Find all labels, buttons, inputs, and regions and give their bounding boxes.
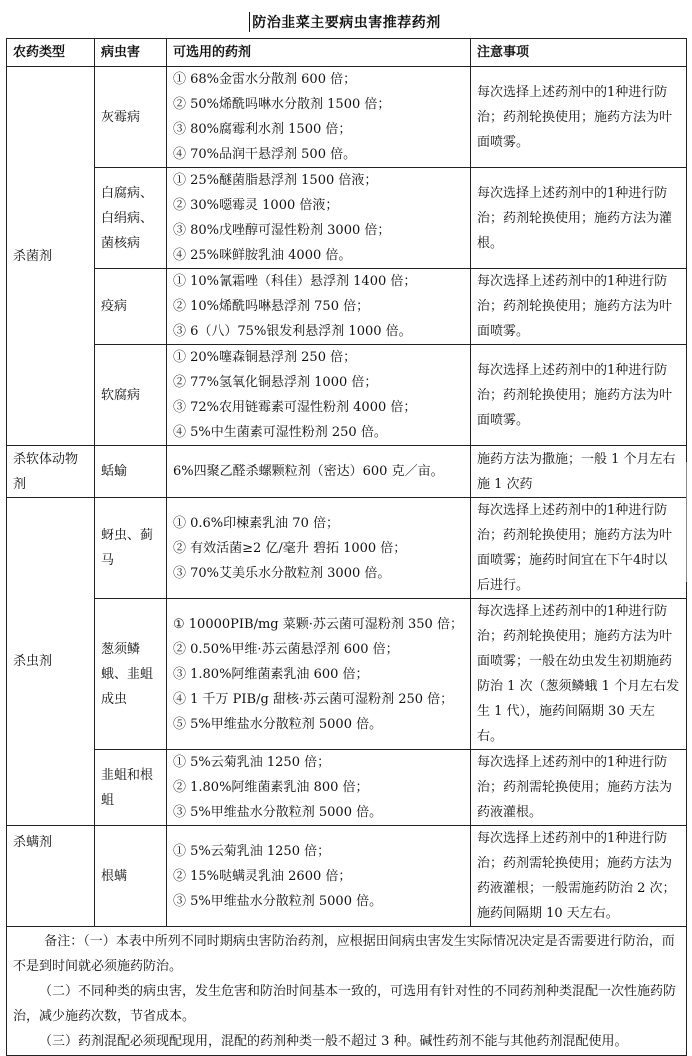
table-row (7, 826, 687, 927)
note-cell: 每次选择上述药剂中的1种进行防治；药剂需轮换使用；施药方法为药液灌根；一般需施药防治 2 次；施药间隔期 10 天左右。 (471, 826, 687, 927)
drugs-cell (167, 446, 471, 498)
note-cell: 每次选择上述药剂中的1种进行防治；药剂轮换使用；施药方法为叶面喷雾；施药时间宜在下午4时以后进行。 (471, 498, 687, 599)
type-cell: 杀菌剂 (7, 67, 95, 446)
drug-item: ② 77%氢氧化铜悬浮剂 1000 倍； (173, 375, 378, 390)
table-row (7, 446, 687, 498)
remark-1: 备注：（一）本表中所列不同时期病虫害防治药剂，应根据田间病虫害发生实际情况决定是否需要进行防治，而不是到时间就必须施药防治。 (13, 933, 675, 974)
drug-item: ③ 1.80%阿维菌素乳油 600 倍； (173, 666, 369, 682)
note-cell: 每次选择上述药剂中的1种进行防治；药剂轮换使用；施药方法为叶面喷雾。 (471, 269, 687, 345)
drugs-cell (167, 599, 471, 750)
note-cell: 每次选择上述药剂中的1种进行防治；药剂轮换使用；施药方法为叶面喷雾。 (471, 345, 687, 446)
table-row (7, 67, 687, 168)
drug-item: ② 10%烯酰吗啉悬浮剂 750 倍； (173, 299, 370, 314)
table-row (7, 498, 687, 599)
drug-item: ② 1.80%阿维菌素乳油 800 倍； (173, 780, 369, 795)
drug-item: ③ 5%甲维盐水分散粒剂 5000 倍。 (173, 805, 383, 820)
page-edge-mark (686, 462, 692, 582)
pest-cell: 蚜虫、蓟马 (95, 498, 167, 599)
drug-item: ① 5%云菊乳油 1250 倍； (173, 755, 331, 770)
note-cell: 每次选择上述药剂中的1种进行防治；药剂需轮换使用；施药方法为药液灌根。 (471, 750, 687, 826)
title-wrap (0, 12, 692, 32)
drugs-cell (167, 345, 471, 446)
header-drug: 可选用的药剂 (167, 39, 471, 67)
header-note: 注意事项 (471, 39, 687, 67)
note-cell: 每次选择上述药剂中的1种进行防治；药剂轮换使用；施药方法为灌根。 (471, 168, 687, 269)
note-cell: 每次选择上述药剂中的1种进行防治；药剂轮换使用；施药方法为叶面喷雾；一般在幼虫发生初期施药防治 1 次（葱须鳞蛾 1 个月左右发生 1 代），施药间隔期 30 天左右。 (471, 599, 687, 750)
drug-item: ⑤ 5%甲维盐水分散粒剂 5000 倍。 (173, 716, 383, 732)
drug-item: ④ 25%咪鲜胺乳油 4000 倍。 (173, 248, 352, 263)
drug-item: ④ 70%品润干悬浮剂 500 倍。 (173, 147, 357, 162)
table-row (7, 168, 687, 269)
pest-cell: 灰霉病 (95, 67, 167, 168)
table-row (7, 599, 687, 750)
drug-item: ③ 70%艾美乐水分散粒剂 3000 倍。 (173, 565, 391, 581)
pest-cell: 白腐病、白绢病、菌核病 (95, 168, 167, 269)
note-cell: 施药方法为撒施；一般 1 个月左右施 1 次药 (471, 446, 687, 498)
pesticide-table (6, 38, 687, 1056)
remark-2: （二）不同种类的病虫害，发生危害和防治时间基本一致的，可选用有针对性的不同药剂种类混配一次性施药防治，减少施药次数，节省成本。 (13, 983, 677, 1024)
drug-item: ② 30%噁霉灵 1000 倍液； (173, 198, 339, 213)
table-row (7, 269, 687, 345)
drug-item: ④ 1 千万 PIB/g 甜核·苏云菌可湿粉剂 250 倍； (173, 691, 454, 707)
drugs-cell (167, 826, 471, 927)
drugs-cell (167, 269, 471, 345)
drug-item: ① 25%醚菌脂悬浮剂 1500 倍液； (173, 173, 378, 188)
drug-item: ③ 5%甲维盐水分散粒剂 5000 倍。 (173, 893, 383, 909)
drug-item: ② 0.50%甲维·苏云菌悬浮剂 600 倍； (173, 641, 399, 657)
pest-cell: 葱须鳞蛾、韭蛆成虫 (95, 599, 167, 750)
pest-cell: 疫病 (95, 269, 167, 345)
header-type: 农药类型 (7, 39, 95, 67)
table-row (7, 750, 687, 826)
drug-item: ③ 6（八）75%银发利悬浮剂 1000 倍。 (173, 324, 412, 339)
type-cell: 杀软体动物剂 (7, 446, 95, 498)
remarks-row (7, 927, 687, 1056)
drug-item: ① 5%云菊乳油 1250 倍； (173, 843, 331, 859)
drug-item: ③ 72%农用链霉素可湿性粉剂 4000 倍； (173, 400, 417, 415)
page-title: 防治韭菜主要病虫害推荐药剂 (249, 12, 443, 32)
drug-item: ① 68%金雷水分散剂 600 倍； (173, 72, 357, 87)
drug-item: ① 10%氰霜唑（科佳）悬浮剂 1400 倍； (173, 274, 417, 289)
drug-item: ② 有效活菌≥2 亿/毫升 碧拓 1000 倍； (173, 540, 407, 556)
type-cell: 杀虫剂 (7, 498, 95, 826)
drugs-cell (167, 67, 471, 168)
drug-item: ① 20%噻森铜悬浮剂 250 倍； (173, 350, 357, 365)
drugs-cell (167, 750, 471, 826)
pest-cell: 软腐病 (95, 345, 167, 446)
drugs-cell (167, 498, 471, 599)
table-row (7, 345, 687, 446)
drug-item: ② 50%烯酰吗啉水分散剂 1500 倍； (173, 97, 391, 112)
type-cell: 杀螨剂 (7, 826, 95, 927)
pest-cell: 韭蛆和根蛆 (95, 750, 167, 826)
drug-item: ② 15%哒螨灵乳油 2600 倍； (173, 868, 352, 884)
drugs-cell (167, 168, 471, 269)
drug-item: ① 0.6%印楝素乳油 70 倍； (173, 515, 339, 531)
drug-item: ① 10000PIB/mg 菜颗·苏云菌可湿粉剂 350 倍； (173, 616, 463, 632)
header-row (7, 39, 687, 67)
drug-item: ④ 5%中生菌素可湿性粉剂 250 倍。 (173, 425, 387, 440)
pest-cell: 根螨 (95, 826, 167, 927)
drug-item: ③ 80%戊唑醇可湿性粉剂 3000 倍； (173, 223, 391, 238)
drug-item: 6%四聚乙醛杀螺颗粒剂（密达）600 克／亩。 (173, 464, 444, 479)
remarks-cell (7, 927, 687, 1056)
pest-cell: 蛞蝓 (95, 446, 167, 498)
drug-item: ③ 80%腐霉利水剂 1500 倍； (173, 122, 352, 137)
header-pest: 病虫害 (95, 39, 167, 67)
remark-3: （三）药剂混配必须现配现用，混配的药剂种类一般不超过 3 种。碱性药剂不能与其他药剂混配使用。 (39, 1033, 628, 1049)
note-cell: 每次选择上述药剂中的1种进行防治；药剂轮换使用；施药方法为叶面喷雾。 (471, 67, 687, 168)
